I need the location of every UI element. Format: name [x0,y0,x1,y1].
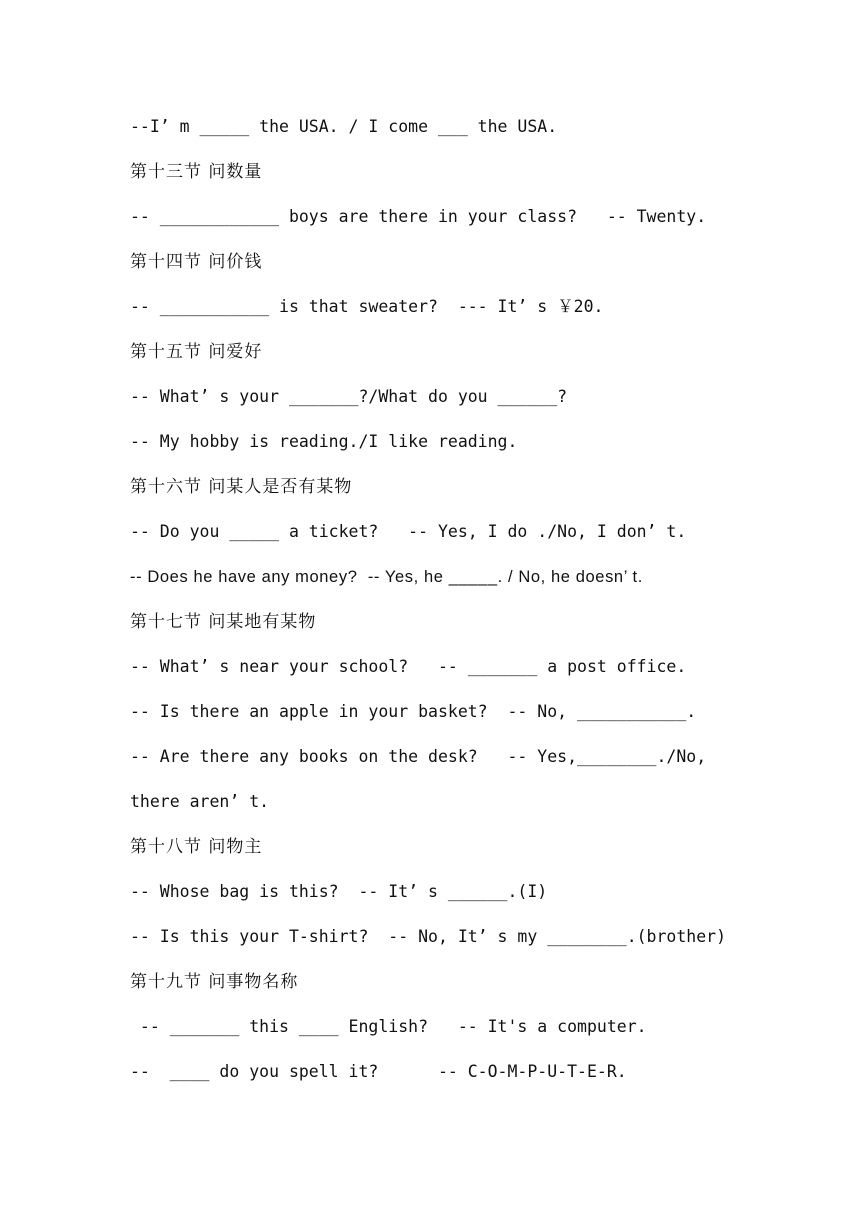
text-line-near-school: -- What’ s near your school? -- _______ a post office. [130,657,687,676]
section-heading-17: 第十七节 问某地有某物 [130,612,317,632]
text-line-hobby-question: -- What’ s your _______?/What do you ______? [130,387,568,406]
text-line-books-cont: there aren’ t. [130,792,270,811]
text-line-hobby-answer: -- My hobby is reading./I like reading. [130,432,518,451]
text-line-tshirt: -- Is this your T-shirt? -- No, It’ s my ________.(brother) [130,927,727,946]
text-line-how-much: -- ___________ is that sweater? --- It’ s ￥20. [130,297,604,316]
text-line-books: -- Are there any books on the desk? -- Yes,________./No, [130,747,707,766]
section-heading-14: 第十四节 问价钱 [130,252,263,272]
text-line-what-in-english: -- _______ this ____ English? -- It's a computer. [130,1017,647,1036]
text-line-ticket: -- Do you _____ a ticket? -- Yes, I do ./No, I don’ t. [130,522,687,541]
section-heading-16: 第十六节 问某人是否有某物 [130,477,353,497]
section-heading-18: 第十八节 问物主 [130,837,263,857]
section-heading-15: 第十五节 问爱好 [130,342,263,362]
text-line-apple: -- Is there an apple in your basket? -- No, ___________. [130,702,697,721]
text-line-usa: --I’ m _____ the USA. / I come ___ the USA. [130,117,558,136]
section-heading-13: 第十三节 问数量 [130,162,263,182]
text-line-spell: -- ____ do you spell it? -- C-O-M-P-U-T-E-R. [130,1062,627,1081]
section-heading-19: 第十九节 问事物名称 [130,972,299,992]
text-line-how-many: -- ____________ boys are there in your class? -- Twenty. [130,207,707,226]
text-line-whose-bag: -- Whose bag is this? -- It’ s ______.(I) [130,882,548,901]
text-line-money: -- Does he have any money? -- Yes, he _____. / No, he doesn’ t. [130,568,643,586]
